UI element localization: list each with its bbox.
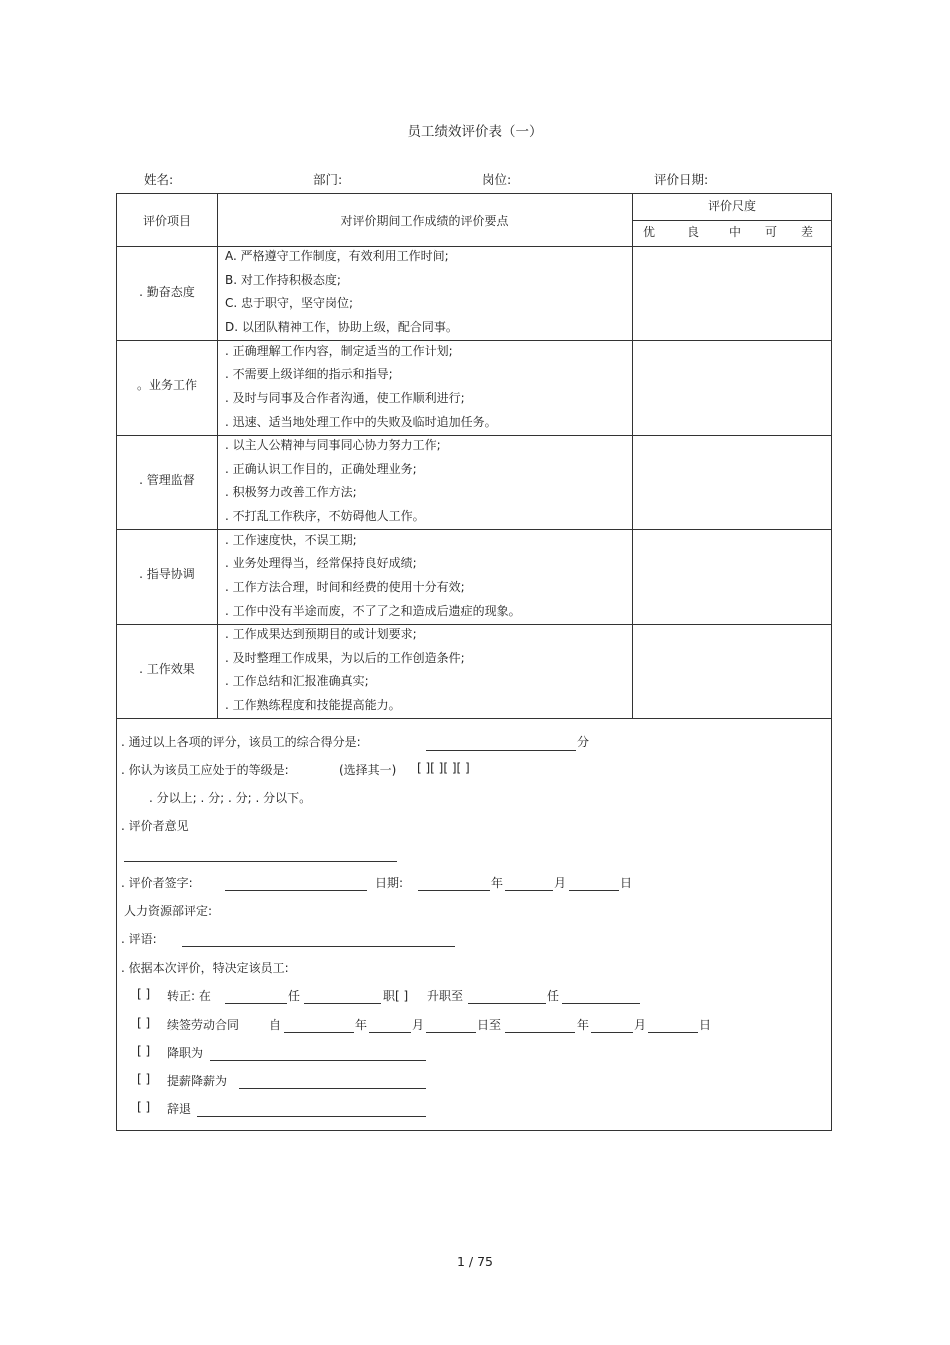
- contract-to-year: 年: [577, 1018, 590, 1032]
- score-unit: 分: [577, 735, 590, 749]
- signature-label: . 评价者签字:: [121, 876, 193, 890]
- dismiss-blank[interactable]: [197, 1116, 426, 1117]
- grade-choose: (选择其一): [339, 763, 397, 777]
- category-diligence: . 勤奋态度: [139, 285, 195, 299]
- salary-blank[interactable]: [239, 1088, 426, 1089]
- sign-date-label: 日期:: [375, 876, 404, 890]
- criterion: . 正确认识工作目的，正确处理业务;: [225, 462, 417, 476]
- opinion-blank[interactable]: [124, 861, 397, 862]
- category-results: . 工作效果: [139, 662, 195, 676]
- contract-to-day: 日: [699, 1018, 712, 1032]
- contract-from-day-blank[interactable]: [426, 1032, 476, 1033]
- criterion: . 积极努力改善工作方法;: [225, 485, 357, 499]
- page-title: 员工绩效评价表（一）: [407, 124, 543, 140]
- promote-post-blank[interactable]: [562, 1003, 640, 1004]
- criterion: C. 忠于职守，坚守岗位;: [225, 296, 354, 310]
- criterion: . 及时与同事及合作者沟通，使工作顺利进行;: [225, 391, 465, 405]
- criterion: . 工作熟练程度和技能提高能力。: [225, 698, 401, 712]
- comment-label: . 评语:: [121, 932, 157, 946]
- promote-ren: 任: [547, 989, 560, 1003]
- criterion: . 工作成果达到预期目的或计划要求;: [225, 627, 417, 641]
- demote-checkbox[interactable]: [ ]: [137, 1044, 151, 1058]
- criterion: D. 以团队精神工作，协助上级，配合同事。: [225, 320, 458, 334]
- category-supervision: . 管理监督: [139, 473, 195, 487]
- level-fair: 可: [765, 225, 778, 239]
- sign-year-label: 年: [491, 876, 504, 890]
- level-medium: 中: [729, 225, 742, 239]
- criterion: B. 对工作持积极态度;: [225, 273, 341, 287]
- header-item: 评价项目: [142, 214, 191, 228]
- criterion: A. 严格遵守工作制度，有效利用工作时间;: [225, 249, 449, 263]
- hr-label: 人力资源部评定:: [124, 904, 213, 918]
- grid-hline: [117, 340, 832, 341]
- salary-checkbox[interactable]: [ ]: [137, 1072, 151, 1086]
- sign-day-blank[interactable]: [569, 890, 619, 891]
- contract-from-year: 年: [355, 1018, 368, 1032]
- contract-to-month-blank[interactable]: [591, 1032, 633, 1033]
- position-label: 岗位:: [482, 172, 512, 187]
- criterion: . 迅速、适当地处理工作中的失败及临时追加任务。: [225, 415, 497, 429]
- contract-day-to: 日至: [477, 1018, 502, 1032]
- demote-blank[interactable]: [210, 1060, 426, 1061]
- grade-description: . 分以上; . 分; . 分; . 分以下。: [149, 791, 312, 805]
- confirm-post-blank[interactable]: [304, 1003, 381, 1004]
- promote-label: 升职至: [427, 989, 464, 1003]
- opinion-label: . 评价者意见: [121, 819, 189, 833]
- contract-from-month-blank[interactable]: [369, 1032, 411, 1033]
- level-poor: 差: [801, 225, 814, 239]
- decision-label: . 依据本次评价，特决定该员工:: [121, 961, 289, 975]
- grid-vline: [217, 194, 218, 718]
- category-business: 。业务工作: [136, 378, 197, 392]
- dept-label: 部门:: [313, 172, 343, 187]
- level-good: 良: [687, 225, 700, 239]
- dismiss-label: 辞退: [167, 1102, 192, 1116]
- grid-hline: [117, 529, 832, 530]
- criterion: . 及时整理工作成果，为以后的工作创造条件;: [225, 651, 465, 665]
- evaluation-form: [116, 193, 832, 1131]
- sign-day-label: 日: [620, 876, 633, 890]
- confirm-dept-blank[interactable]: [225, 1003, 287, 1004]
- contract-to-month: 月: [634, 1018, 647, 1032]
- grade-label: . 你认为该员工应处于的等级是:: [121, 763, 289, 777]
- sign-month-label: 月: [554, 876, 567, 890]
- demote-label: 降职为: [167, 1046, 204, 1060]
- dismiss-checkbox[interactable]: [ ]: [137, 1100, 151, 1114]
- contract-from: 自: [269, 1018, 282, 1032]
- contract-checkbox[interactable]: [ ]: [137, 1016, 151, 1030]
- criterion: . 以主人公精神与同事同心协力努力工作;: [225, 438, 441, 452]
- level-excellent: 优: [643, 225, 656, 239]
- sign-month-blank[interactable]: [505, 890, 553, 891]
- criterion: . 不需要上级详细的指示和指导;: [225, 367, 393, 381]
- contract-to-day-blank[interactable]: [648, 1032, 698, 1033]
- grid-vline: [632, 194, 633, 718]
- confirm-label: 转正: 在: [167, 989, 211, 1003]
- criterion: . 工作总结和汇报准确真实;: [225, 674, 369, 688]
- header-scale: 评价尺度: [707, 199, 756, 213]
- grade-checkboxes[interactable]: [ ][ ][ ][ ]: [417, 761, 470, 775]
- comment-blank[interactable]: [182, 946, 455, 947]
- contract-from-month: 月: [412, 1018, 425, 1032]
- name-label: 姓名:: [144, 172, 174, 187]
- signature-blank[interactable]: [225, 890, 367, 891]
- page-number: 1 / 75: [456, 1254, 494, 1269]
- criterion: . 工作中没有半途而废，不了了之和造成后遗症的现象。: [225, 604, 521, 618]
- criterion: . 业务处理得当，经常保持良好成绩;: [225, 556, 417, 570]
- confirm-zhi[interactable]: 职[ ]: [383, 989, 409, 1003]
- salary-label: 提薪降薪为: [167, 1074, 228, 1088]
- eval-date-label: 评价日期:: [654, 172, 709, 187]
- category-coordination: . 指导协调: [139, 567, 195, 581]
- header-criteria: 对评价期间工作成绩的评价要点: [340, 214, 509, 228]
- criterion: . 工作速度快，不误工期;: [225, 533, 357, 547]
- sign-year-blank[interactable]: [418, 890, 490, 891]
- score-label: . 通过以上各项的评分，该员工的综合得分是:: [121, 735, 361, 749]
- confirm-checkbox[interactable]: [ ]: [137, 987, 151, 1001]
- score-blank[interactable]: [426, 750, 576, 751]
- confirm-ren: 任: [288, 989, 301, 1003]
- contract-from-year-blank[interactable]: [284, 1032, 354, 1033]
- promote-dept-blank[interactable]: [468, 1003, 546, 1004]
- grid-hline: [632, 220, 832, 221]
- contract-to-year-blank[interactable]: [505, 1032, 575, 1033]
- criterion: . 不打乱工作秩序，不妨碍他人工作。: [225, 509, 425, 523]
- criterion: . 正确理解工作内容，制定适当的工作计划;: [225, 344, 453, 358]
- grid-hline: [117, 718, 832, 719]
- contract-label: 续签劳动合同: [167, 1018, 240, 1032]
- criterion: . 工作方法合理，时间和经费的使用十分有效;: [225, 580, 465, 594]
